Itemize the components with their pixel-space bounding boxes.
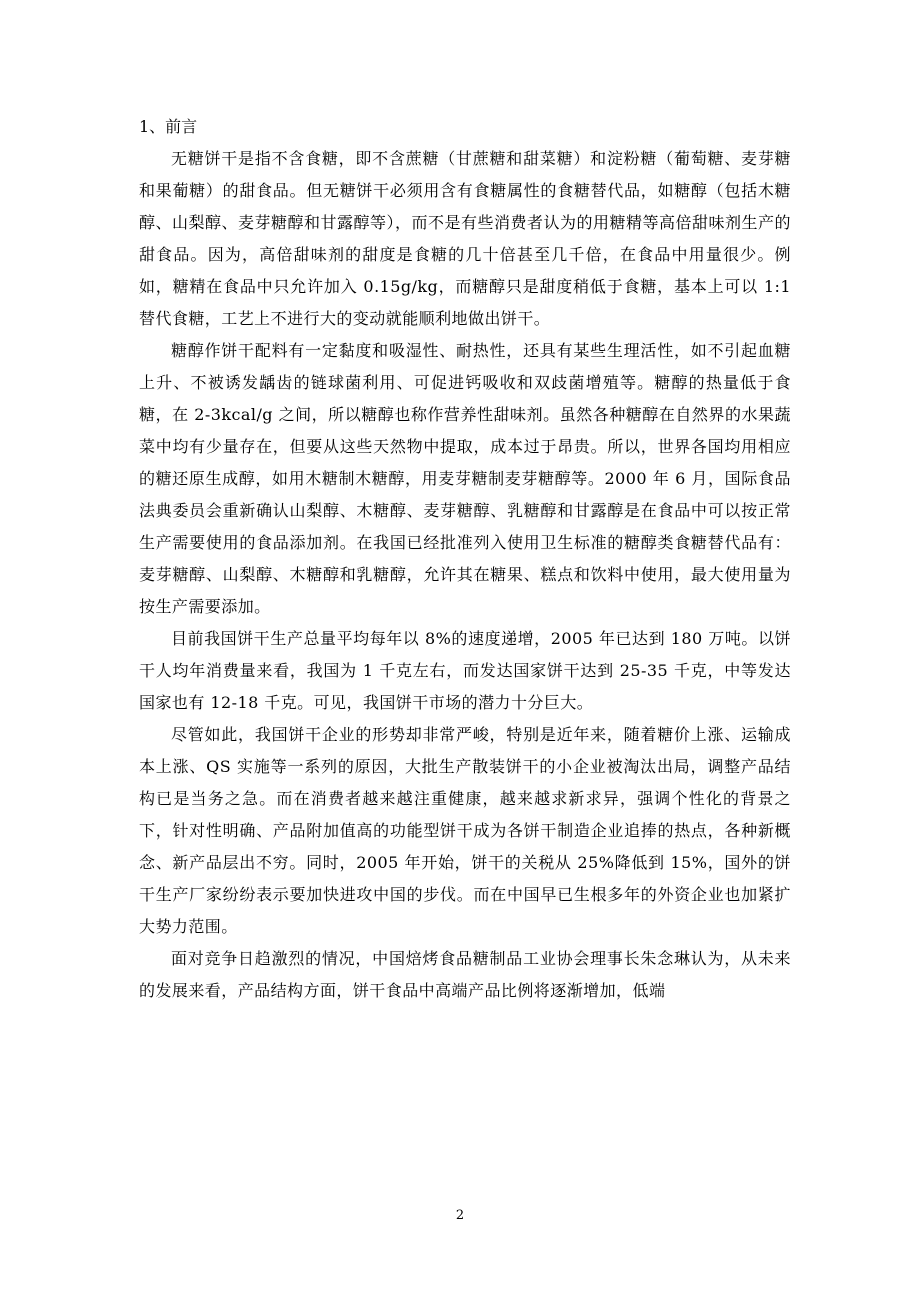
- section-heading: 1、前言: [139, 117, 198, 136]
- paragraph-5: 面对竞争日趋激烈的情况，中国焙烤食品糖制品工业协会理事长朱念琳认为，从未来的发展来看，产品结构方面，饼干食品中高端产品比例将逐渐增加，低端: [139, 949, 791, 1000]
- paragraph-1: 无糖饼干是指不含食糖，即不含蔗糖（甘蔗糖和甜菜糖）和淀粉糖（葡萄糖、麦芽糖和果葡糖）的甜食品。但无糖饼干必须用含有食糖属性的食糖替代品，如糖醇（包括木糖醇、山梨醇、麦芽糖醇和甘露醇等），而不是有些消费者认为的用糖精等高倍甜味剂生产的甜食品。因为，高倍甜味剂的甜度是食糖的几十倍甚至几千倍，在食品中用量很少。例如，糖精在食品中只允许加入 0.15g/kg，而糖醇只是甜度稍低于食糖，基本上可以 1:1 替代食糖，工艺上不进行大的变动就能顺利地做出饼干。: [139, 149, 791, 328]
- paragraph-4: 尽管如此，我国饼干企业的形势却非常严峻，特别是近年来，随着糖价上涨、运输成本上涨、QS 实施等一系列的原因，大批生产散装饼干的小企业被淘汰出局，调整产品结构已是当务之急。而在消费者越来越注重健康，越来越求新求异，强调个性化的背景之下，针对性明确、产品附加值高的功能型饼干成为各饼干制造企业追捧的热点，各种新概念、新产品层出不穷。同时，2005 年开始，饼干的关税从 25%降低到 15%，国外的饼干生产厂家纷纷表示要加快进攻中国的步伐。而在中国早已生根多年的外资企业也加紧扩大势力范围。: [139, 725, 791, 936]
- page-number: 2: [455, 1208, 465, 1223]
- paragraph-3: 目前我国饼干生产总量平均每年以 8%的速度递增，2005 年已达到 180 万吨。以饼干人均年消费量来看，我国为 1 千克左右，而发达国家饼干达到 25-35 千克，中等发达国家也有 12-18 千克。可见，我国饼干市场的潜力十分巨大。: [139, 629, 791, 712]
- document-body: [139, 111, 791, 1007]
- paragraph-2: 糖醇作饼干配料有一定黏度和吸湿性、耐热性，还具有某些生理活性，如不引起血糖上升、不被诱发龋齿的链球菌利用、可促进钙吸收和双歧菌增殖等。糖醇的热量低于食糖，在 2-3kcal/g 之间，所以糖醇也称作营养性甜味剂。虽然各种糖醇在自然界的水果蔬菜中均有少量存在，但要从这些天然物中提取，成本过于昂贵。所以，世界各国均用相应的糖还原生成醇，如用木糖制木糖醇，用麦芽糖制麦芽糖醇等。2000 年 6 月，国际食品法典委员会重新确认山梨醇、木糖醇、麦芽糖醇、乳糖醇和甘露醇是在食品中可以按正常生产需要使用的食品添加剂。在我国已经批准列入使用卫生标准的糖醇类食糖替代品有：麦芽糖醇、山梨醇、木糖醇和乳糖醇，允许其在糖果、糕点和饮料中使用，最大使用量为按生产需要添加。: [139, 341, 791, 616]
